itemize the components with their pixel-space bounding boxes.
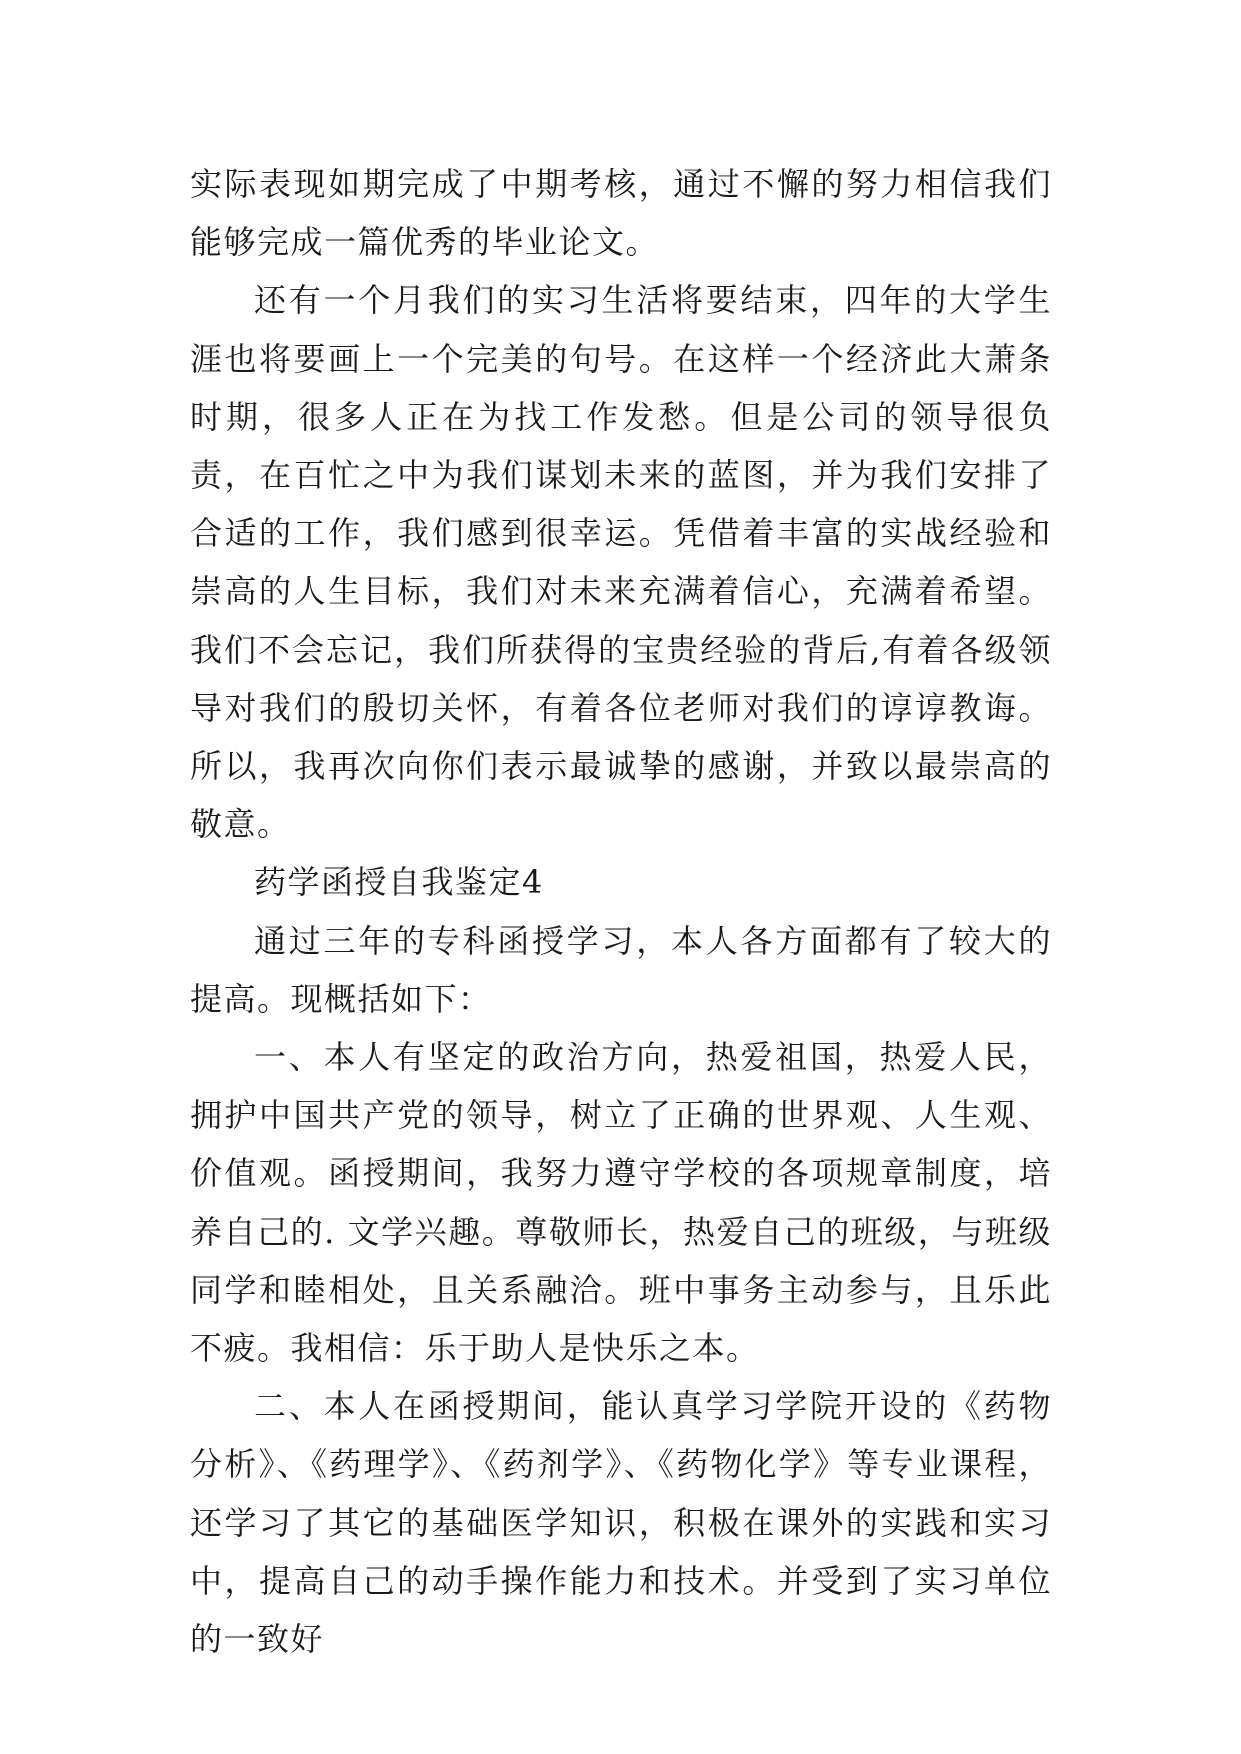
paragraph-1: 实际表现如期完成了中期考核，通过不懈的努力相信我们能够完成一篇优秀的毕业论文。 [190, 165, 1052, 262]
paragraph-3: 通过三年的专科函授学习，本人各方面都有了较大的提高。现概括如下： [190, 921, 1052, 1018]
paragraph-4: 一、本人有坚定的政治方向，热爱祖国，热爱人民，拥护中国共产党的领导，树立了正确的世界观、人生观、价值观。函授期间，我努力遵守学校的各项规章制度，培养自己的. 文学兴趣。尊敬师长，热爱自己的班级，与班级同学和睦相处，且关系融洽。班中事务主动参与，且乐此不疲。我相信：乐于助人是快乐之本。 [190, 1038, 1052, 1368]
paragraph-5: 二、本人在函授期间，能认真学习学院开设的《药物分析》、《药理学》、《药剂学》、《药物化学》等专业课程，还学习了其它的基础医学知识，积极在课外的实践和实习中，提高自己的动手操作能力和技术。并受到了实习单位的一致好 [190, 1387, 1052, 1659]
section-heading: 药学函授自我鉴定4 [254, 863, 544, 902]
paragraph-2: 还有一个月我们的实习生活将要结束，四年的大学生涯也将要画上一个完美的句号。在这样一个经济此大萧条时期，很多人正在为找工作发愁。但是公司的领导很负责，在百忙之中为我们谋划未来的蓝图，并为我们安排了合适的工作，我们感到很幸运。凭借着丰富的实战经验和崇高的人生目标，我们对未来充满着信心，充满着希望。我们不会忘记，我们所获得的宝贵经验的背后,有着各级领导对我们的殷切关怀，有着各位老师对我们的谆谆教诲。所以，我再次向你们表示最诚挚的感谢，并致以最崇高的敬意。 [190, 281, 1052, 844]
document-body [190, 155, 1052, 1668]
